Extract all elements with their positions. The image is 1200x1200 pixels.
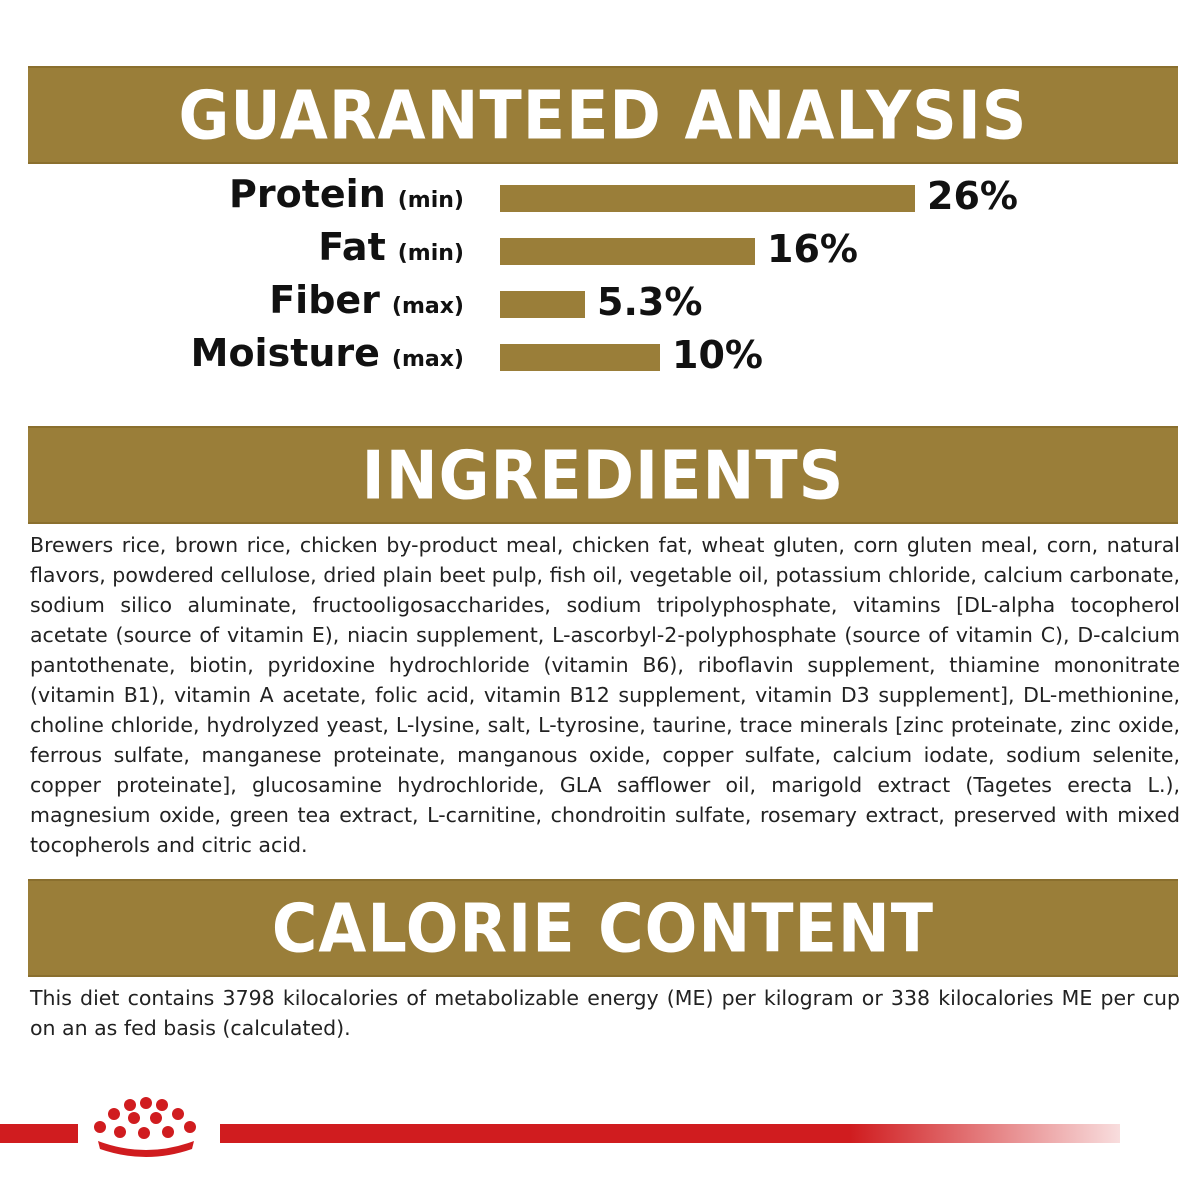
analysis-bar — [500, 185, 915, 212]
analysis-name: Fiber — [269, 278, 380, 322]
analysis-label — [269, 278, 464, 330]
analysis-name: Moisture — [190, 331, 380, 375]
analysis-bar — [500, 344, 660, 371]
analysis-row — [0, 172, 1200, 224]
analysis-label — [229, 172, 464, 224]
crown-icon — [84, 1095, 214, 1165]
analysis-label — [191, 331, 464, 383]
analysis-qualifier: (max) — [391, 294, 464, 319]
analysis-bar — [500, 238, 755, 265]
analysis-value-label: 16% — [767, 227, 858, 271]
analysis-bar — [500, 291, 585, 318]
analysis-row — [0, 278, 1200, 330]
analysis-value-label: 5.3% — [597, 280, 703, 324]
guaranteed-analysis-banner — [28, 66, 1178, 164]
ingredients-banner — [28, 426, 1178, 524]
guaranteed-analysis-chart — [0, 172, 1200, 382]
calorie-content-title: CALORIE CONTENT — [271, 888, 935, 968]
analysis-name: Protein — [229, 172, 386, 216]
analysis-name: Fat — [318, 225, 386, 269]
analysis-qualifier: (min) — [397, 188, 464, 213]
analysis-label — [318, 225, 464, 277]
footer-line-left — [0, 1124, 78, 1143]
ingredients-text: Brewers rice, brown rice, chicken by-product meal, chicken fat, wheat gluten, corn gluten meal, corn, natural flavors, powdered cellulose, dried plain beet pulp, fish oil, vegetable oil, potassium chloride, calcium carbonate, sodium silico aluminate, fructooligosaccharides, sodium tripolyphosphate, vitamins [DL-alpha tocopherol acetate (source of vitamin E), niacin supplement, L-ascorbyl-2-polyphosphate (source of vitamin C), D-calcium pantothenate, biotin, pyridoxine hydrochloride (vitamin B6), riboflavin supplement, thiamine mononitrate (vitamin B1), vitamin A acetate, folic acid, vitamin B12 supplement, vitamin D3 supplement], DL-methionine, choline chloride, hydrolyzed yeast, L-lysine, salt, L-tyrosine, taurine, trace minerals [zinc proteinate, zinc oxide, ferrous sulfate, manganese proteinate, manganous oxide, copper sulfate, calcium iodate, sodium selenite, copper proteinate], glucosamine hydrochloride, GLA safflower oil, marigold extract (Tagetes erecta L.), magnesium oxide, green tea extract, L-carnitine, chondroitin sulfate, rosemary extract, preserved with mixed tocopherols and citric acid. — [30, 533, 1180, 857]
analysis-value-label: 26% — [927, 174, 1018, 218]
calorie-content-banner — [28, 879, 1178, 977]
analysis-qualifier: (max) — [391, 347, 464, 372]
analysis-value-label: 10% — [672, 333, 763, 377]
analysis-row — [0, 225, 1200, 277]
calorie-content-text: This diet contains 3798 kilocalories of metabolizable energy (ME) per kilogram or 338 kilocalories ME per cup on an as fed basis (calculated). — [30, 986, 1180, 1040]
analysis-qualifier: (min) — [397, 241, 464, 266]
footer-line-right — [220, 1124, 1120, 1143]
guaranteed-analysis-title: GUARANTEED ANALYSIS — [178, 75, 1028, 155]
analysis-row — [0, 331, 1200, 383]
ingredients-title: INGREDIENTS — [361, 435, 845, 515]
